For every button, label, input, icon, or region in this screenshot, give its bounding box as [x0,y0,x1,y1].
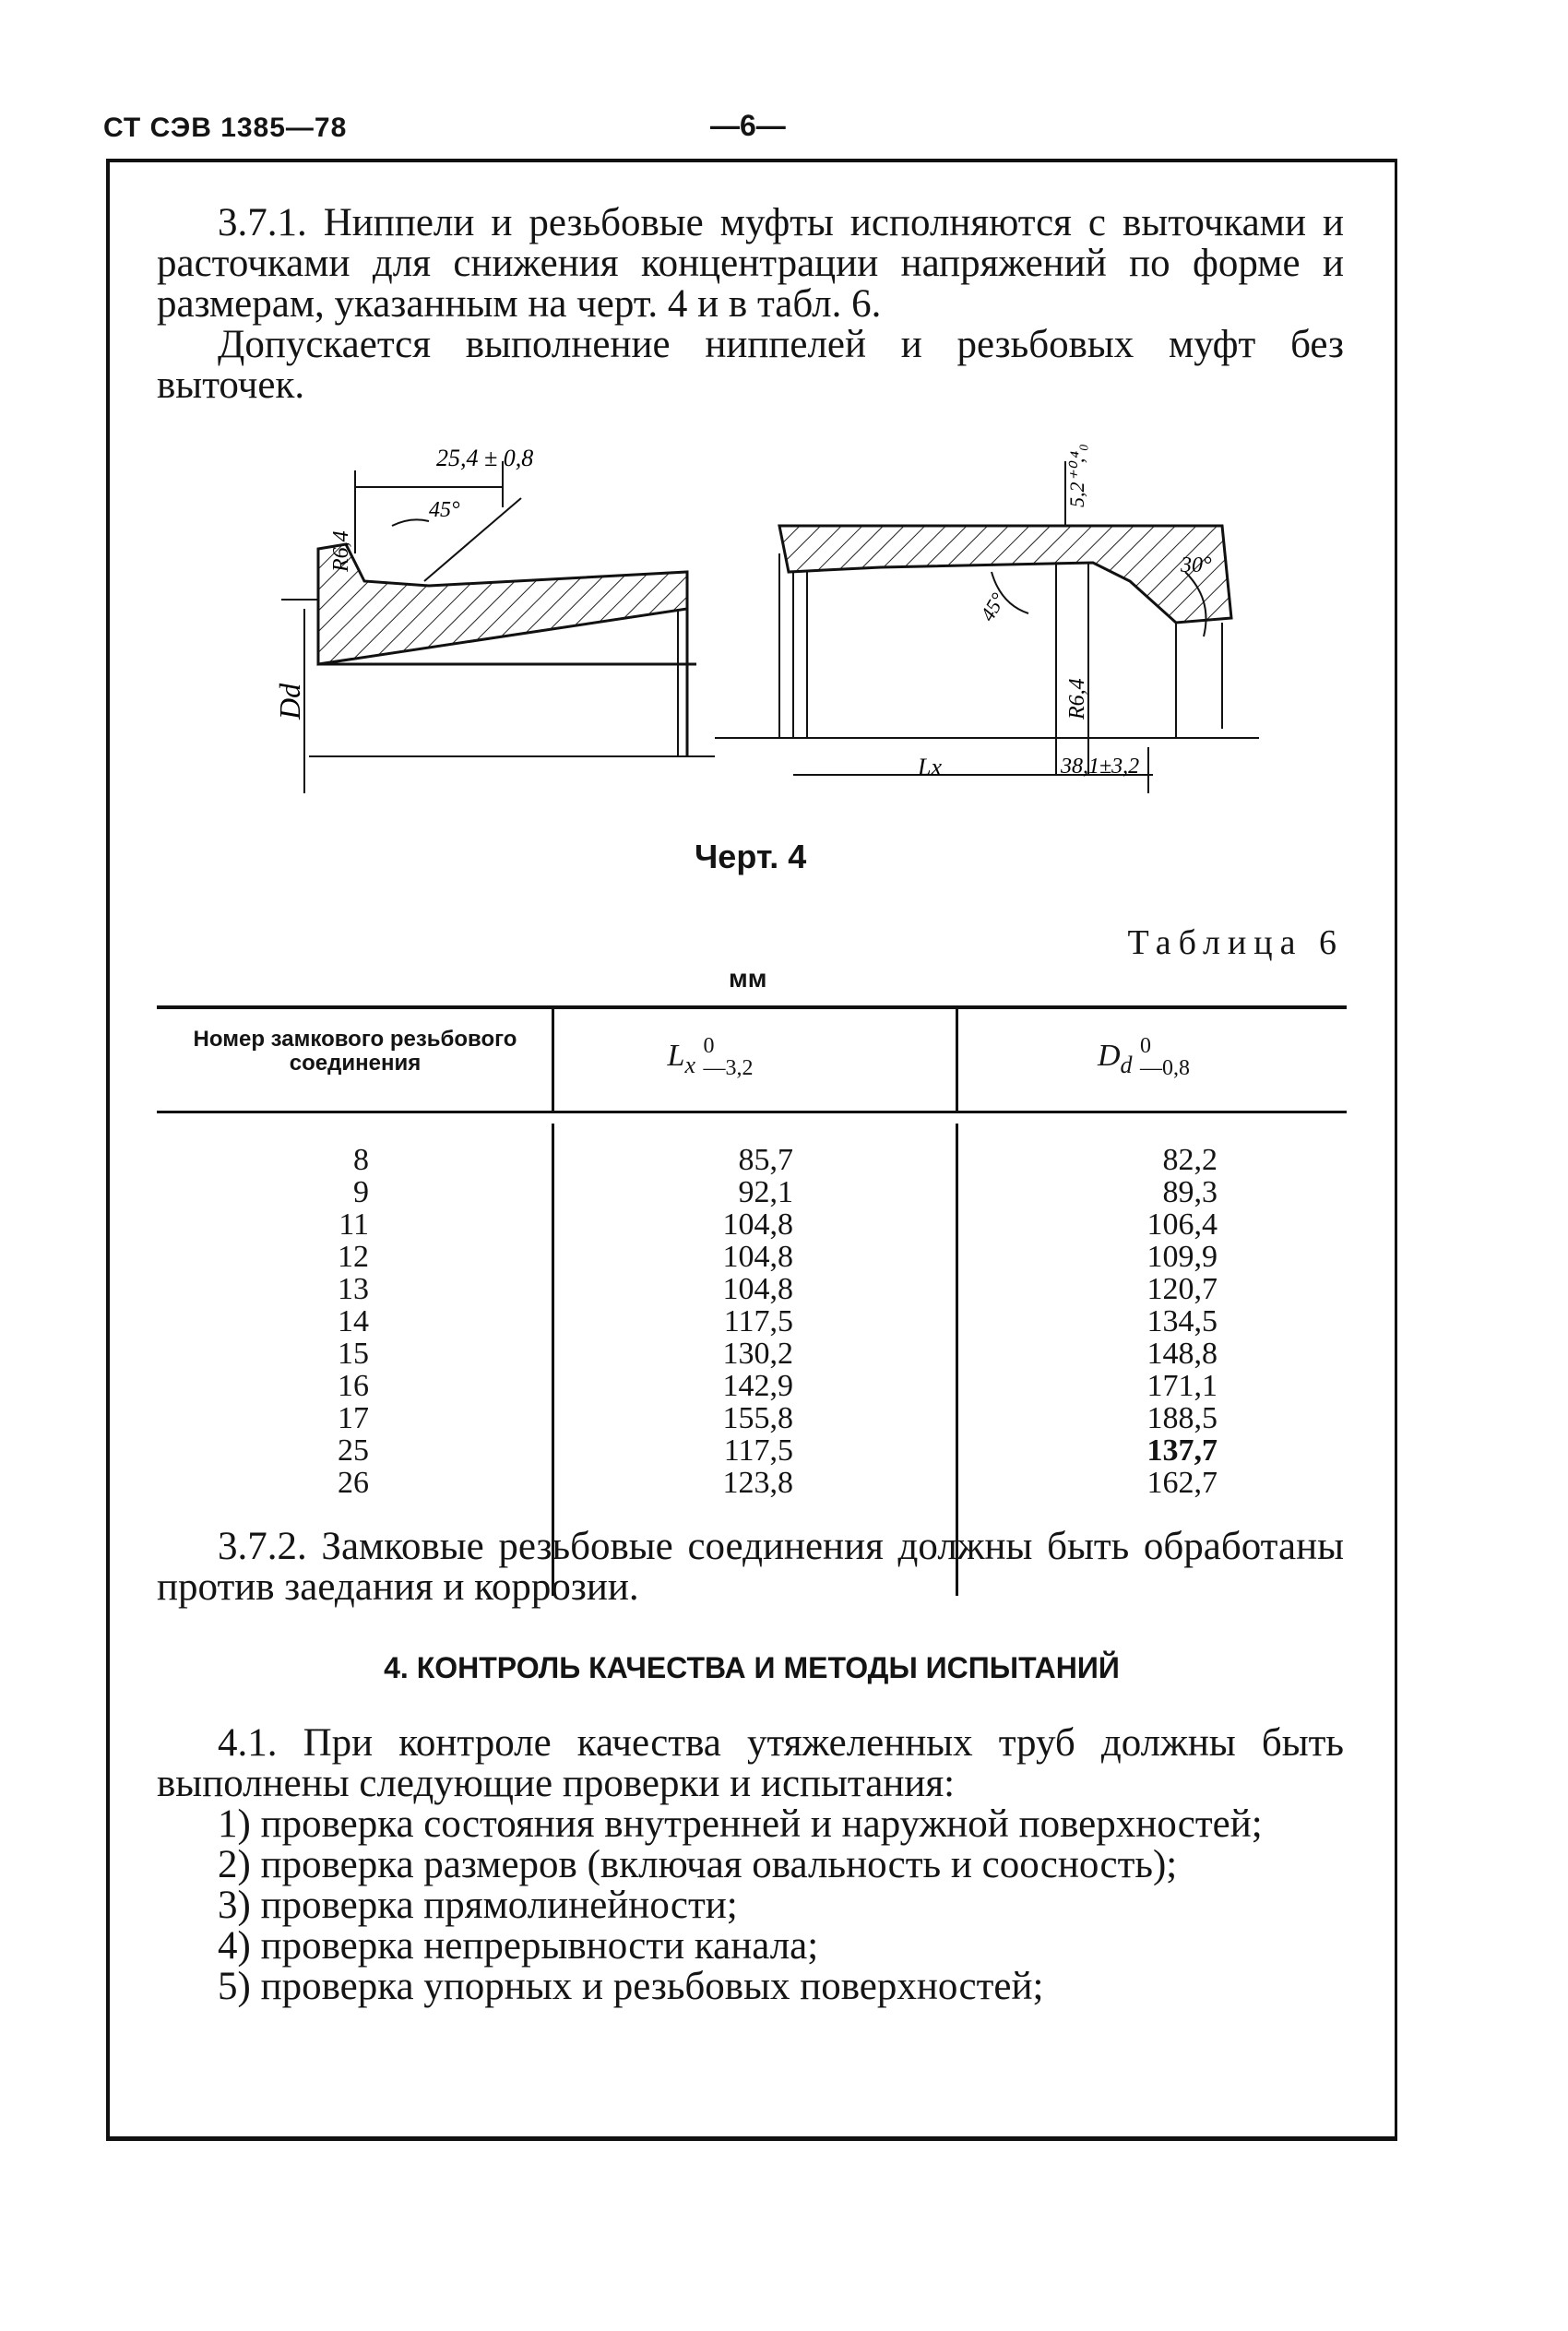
table-cell: 8 [353,1143,369,1177]
header-lx-tol-top: 0 [703,1034,715,1058]
table-cell: 142,9 [722,1369,793,1403]
paragraph-3-7-1: 3.7.1. Ниппели и резьбовые муфты исполняются с выточками и расточками для снижения концентрации напряжений по форме и размерам, указанным на черт. 4 и в табл. 6. [157,201,1344,326]
table-cell: 162,7 [1146,1466,1218,1500]
header-dd-main: D [1097,1039,1121,1073]
document-code: СТ СЭВ 1385—78 [103,113,348,143]
table-cell: 134,5 [1146,1304,1218,1338]
header-lx-sub: x [684,1052,695,1078]
table-cell: 106,4 [1146,1207,1218,1242]
table-cell: 130,2 [722,1337,793,1371]
table-cell: 155,8 [722,1401,793,1435]
table-cell: 12 [338,1240,369,1274]
paragraph-4-1: 4.1. При контроле качества утяжеленных труб должны быть выполнены следующие проверки и испытания: [157,1721,1344,1805]
table-divider-2-head [956,1005,958,1112]
lx-label: Lx [918,754,942,780]
header-dd-sub: d [1120,1052,1133,1078]
dim-25-4-label: 25,4 ± 0,8 [436,445,534,471]
table-cell: 25 [338,1433,369,1468]
table-cell: 85,7 [738,1143,793,1177]
table-units: мм [729,964,767,993]
technical-drawing [254,424,1287,793]
dim-5-2-label: 5,2⁺⁰,⁴₀ [1065,444,1088,507]
table-cell: 104,8 [722,1207,793,1242]
table-cell: 117,5 [723,1304,793,1338]
header-dd-tol-top: 0 [1140,1034,1152,1058]
table-cell: 92,1 [738,1175,793,1209]
table-cell: 123,8 [722,1466,793,1500]
header-dd [1051,1035,1236,1079]
table-cell: 9 [353,1175,369,1209]
table-cell: 104,8 [722,1272,793,1306]
paragraph-3-7-2: 3.7.2. Замковые резьбовые соединения должны быть обработаны против заедания и коррозии. [157,1525,1344,1609]
angle-30-label: 30° [1181,553,1212,577]
table-cell: 15 [338,1337,369,1371]
radius-left-label: R6,4 [329,530,353,572]
header-lx-tol-bottom: —3,2 [703,1056,754,1080]
table-cell: 13 [338,1272,369,1306]
table-cell: 26 [338,1466,369,1500]
dd-label: Dd [273,683,306,720]
table-cell: 120,7 [1146,1272,1218,1306]
table-cell: 16 [338,1369,369,1403]
column-lx [692,1144,793,1499]
header-dd-tolerance [1140,1035,1190,1079]
list-item: 2) проверка размеров (включая овальность и соосность); [218,1843,1178,1886]
table-cell: 171,1 [1146,1369,1218,1403]
header-lx [618,1035,802,1079]
column-dd [1116,1144,1218,1499]
nipple-section [281,461,715,793]
table-cell: 188,5 [1146,1401,1218,1435]
table-cell: 104,8 [722,1240,793,1274]
table-cell: 148,8 [1146,1337,1218,1371]
page-number: —6— [710,109,786,142]
header-connection-number: Номер замкового резьбового соединения [193,1027,517,1076]
column-connection-number [314,1144,369,1499]
paragraph-3-7-1-note: Допускается выполнение ниппелей и резьбовых муфт без выточек. [157,323,1344,407]
table-title: Таблица 6 [1127,923,1344,962]
dim-38-1-label: 38,1±3,2 [1061,755,1140,779]
table-top-rule [157,1005,1347,1009]
table-cell: 117,5 [723,1433,793,1468]
header-lx-main: L [667,1039,685,1073]
list-item: 3) проверка прямолинейности; [218,1884,738,1927]
check-list [157,1804,1344,2007]
table-cell: 14 [338,1304,369,1338]
table-cell: 17 [338,1401,369,1435]
section-4-title: 4. КОНТРОЛЬ КАЧЕСТВА И МЕТОДЫ ИСПЫТАНИЙ [384,1651,1120,1684]
angle-45-label: 45° [429,498,460,522]
header-lx-tolerance [703,1035,753,1079]
table-cell: 109,9 [1146,1240,1218,1274]
box-section [715,461,1259,793]
table-cell: 82,2 [1162,1143,1218,1177]
list-item: 5) проверка упорных и резьбовых поверхностей; [218,1965,1044,2008]
table-cell: 89,3 [1162,1175,1218,1209]
table-header-rule [157,1111,1347,1113]
list-item: 4) проверка непрерывности канала; [218,1924,819,1968]
header-dd-tol-bottom: —0,8 [1140,1056,1191,1080]
figure-caption: Черт. 4 [695,838,807,875]
angle-45b-label: 45° [975,589,1010,625]
table-cell: 11 [339,1207,369,1242]
radius-right-label: R6,4 [1065,678,1089,720]
table-cell: 137,7 [1146,1433,1218,1468]
list-item: 1) проверка состояния внутренней и наружной поверхностей; [218,1802,1263,1846]
